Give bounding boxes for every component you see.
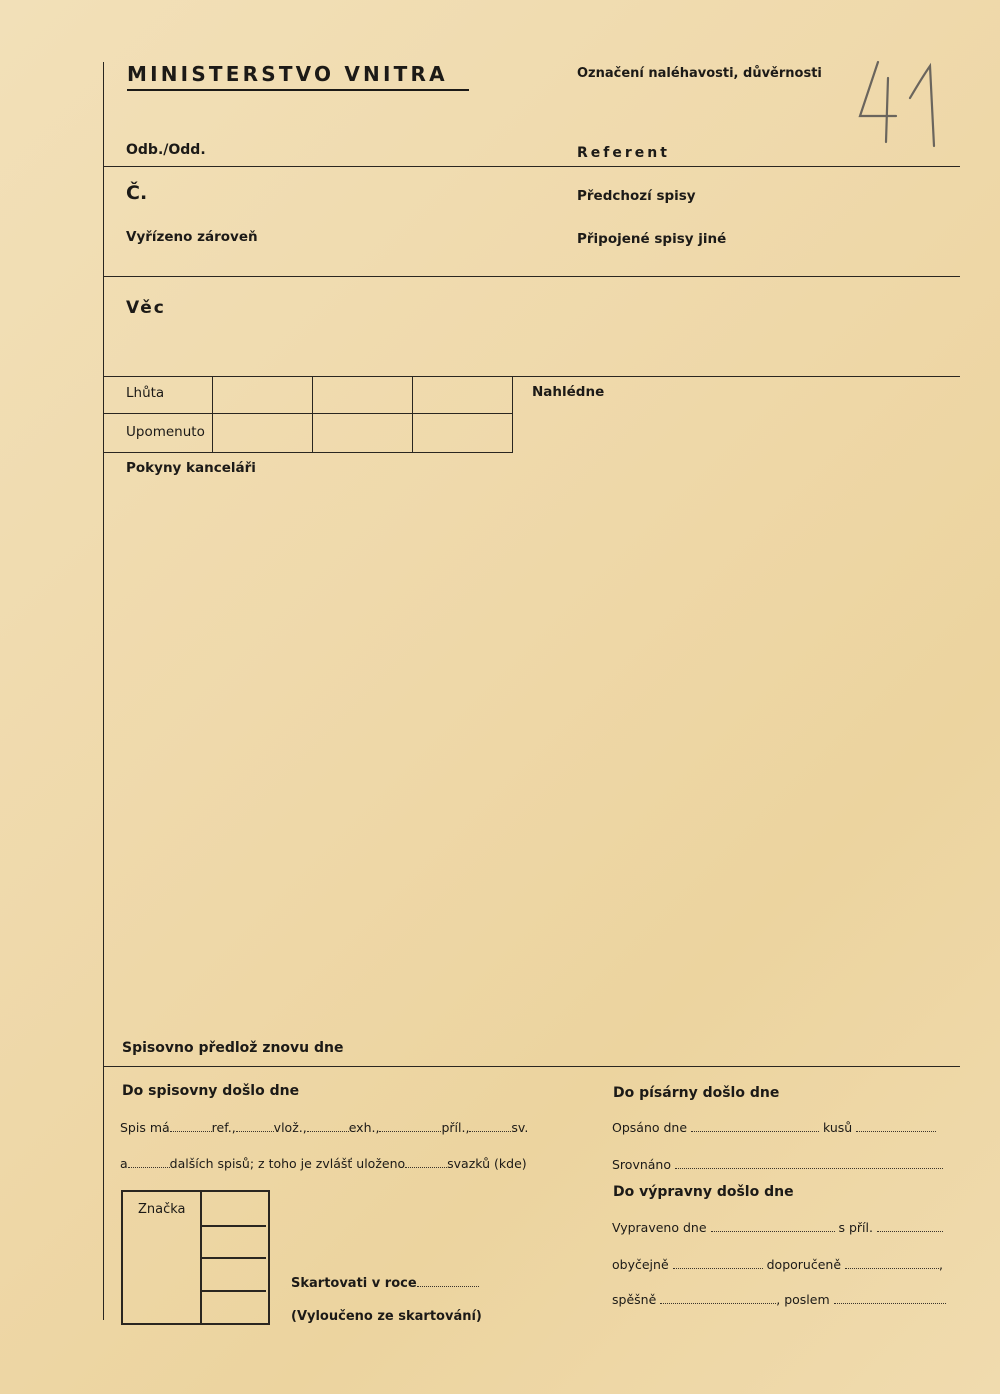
skartovati-row <box>291 1274 479 1291</box>
grid-col-2 <box>312 376 313 452</box>
znacka-rule-3 <box>200 1290 266 1292</box>
vec-label: Věc <box>126 298 166 318</box>
vypraveno-label: Vypraveno dne <box>612 1220 707 1235</box>
grid-col-1 <box>212 376 213 452</box>
do-spisovny-label: Do spisovny došlo dne <box>122 1083 300 1099</box>
srovnano-label: Srovnáno <box>612 1157 671 1172</box>
upomenuto-label: Upomenuto <box>126 424 205 440</box>
lhuta-label: Lhůta <box>126 385 165 401</box>
opsano-date-field[interactable] <box>691 1119 819 1132</box>
rule-1 <box>103 166 960 167</box>
pripojene-label: Připojené spisy jiné <box>577 231 727 247</box>
exh-label: exh., <box>348 1120 380 1135</box>
spesne-label: spěšně <box>612 1292 657 1307</box>
predchozi-label: Předchozí spisy <box>577 188 696 204</box>
grid-mid-rule <box>103 413 513 414</box>
obycejne-label: obyčejně <box>612 1257 669 1272</box>
title-underline <box>127 89 469 91</box>
svazku-label: svazků (kde) <box>447 1156 527 1171</box>
s-pril-label: s příl. <box>838 1220 873 1235</box>
poslem-label: poslem <box>784 1292 830 1307</box>
rule-3 <box>103 376 960 377</box>
spis-ma-label: Spis má <box>120 1120 170 1135</box>
left-margin-line <box>103 62 104 1320</box>
spisovno-predloz-label: Spisovno předlož znovu dne <box>122 1040 344 1056</box>
urgency-label: Označení naléhavosti, důvěrnosti <box>577 66 822 81</box>
doporucene-field[interactable] <box>845 1256 939 1269</box>
spis-ma-row <box>120 1119 528 1135</box>
vypraveno-row <box>612 1219 943 1235</box>
a-label: a <box>120 1156 128 1171</box>
footer-rule <box>103 1066 960 1067</box>
srovnano-field[interactable] <box>675 1156 943 1169</box>
ulozeno-count-field[interactable] <box>405 1155 447 1168</box>
spesne-row: spěšně , poslem <box>612 1291 946 1307</box>
cislo-label: Č. <box>126 182 148 204</box>
vylouceno-label: (Vyloučeno ze skartování) <box>291 1309 482 1324</box>
vloz-count-field[interactable] <box>236 1119 274 1132</box>
dalsich-count-field[interactable] <box>128 1155 170 1168</box>
grid-col-3 <box>412 376 413 452</box>
s-pril-field[interactable] <box>877 1219 943 1232</box>
ministry-title: MINISTERSTVO VNITRA <box>127 62 448 86</box>
poslem-field[interactable] <box>834 1291 946 1304</box>
dalsich-row <box>120 1155 527 1171</box>
pokyny-label: Pokyny kanceláři <box>126 460 256 476</box>
referent-label: Referent <box>577 145 670 161</box>
exh-count-field[interactable] <box>307 1119 349 1132</box>
vypraveno-date-field[interactable] <box>711 1219 835 1232</box>
pril-label: příl., <box>441 1120 470 1135</box>
vyrizeno-label: Vyřízeno zároveň <box>126 229 258 245</box>
kusu-field[interactable] <box>856 1119 936 1132</box>
grid-bottom-rule <box>103 452 513 453</box>
ref-label: ref., <box>211 1120 236 1135</box>
do-pisarny-label: Do písárny došlo dne <box>613 1085 780 1101</box>
doporucene-label: doporučeně <box>766 1257 842 1272</box>
grid-col-4 <box>512 376 513 452</box>
do-vypravny-label: Do výpravny došlo dne <box>613 1184 794 1200</box>
skartovati-year-field[interactable] <box>417 1274 479 1287</box>
znacka-label: Značka <box>138 1202 186 1217</box>
vloz-label: vlož., <box>273 1120 307 1135</box>
spesne-field[interactable] <box>660 1291 776 1304</box>
sv-label: sv. <box>511 1120 529 1135</box>
obycejne-field[interactable] <box>673 1256 763 1269</box>
ref-count-field[interactable] <box>170 1119 212 1132</box>
srovnano-row <box>612 1156 943 1172</box>
opsano-label: Opsáno dne <box>612 1120 688 1135</box>
odd-label: Odb./Odd. <box>126 142 206 158</box>
nahledne-label: Nahlédne <box>532 384 605 400</box>
sv-count-field[interactable] <box>469 1119 511 1132</box>
obycejne-row: obyčejně doporučeně , <box>612 1257 943 1272</box>
kusu-label: kusů <box>823 1120 853 1135</box>
opsano-row <box>612 1119 936 1135</box>
znacka-rule-2 <box>200 1257 266 1259</box>
pril-count-field[interactable] <box>379 1119 441 1132</box>
skartovati-label: Skartovati v roce <box>291 1276 417 1291</box>
dalsich-label: dalších spisů; z toho je zvlášť uloženo <box>169 1156 406 1171</box>
rule-2 <box>103 276 960 277</box>
handwritten-number-41 <box>848 56 938 148</box>
znacka-rule-1 <box>200 1225 266 1227</box>
